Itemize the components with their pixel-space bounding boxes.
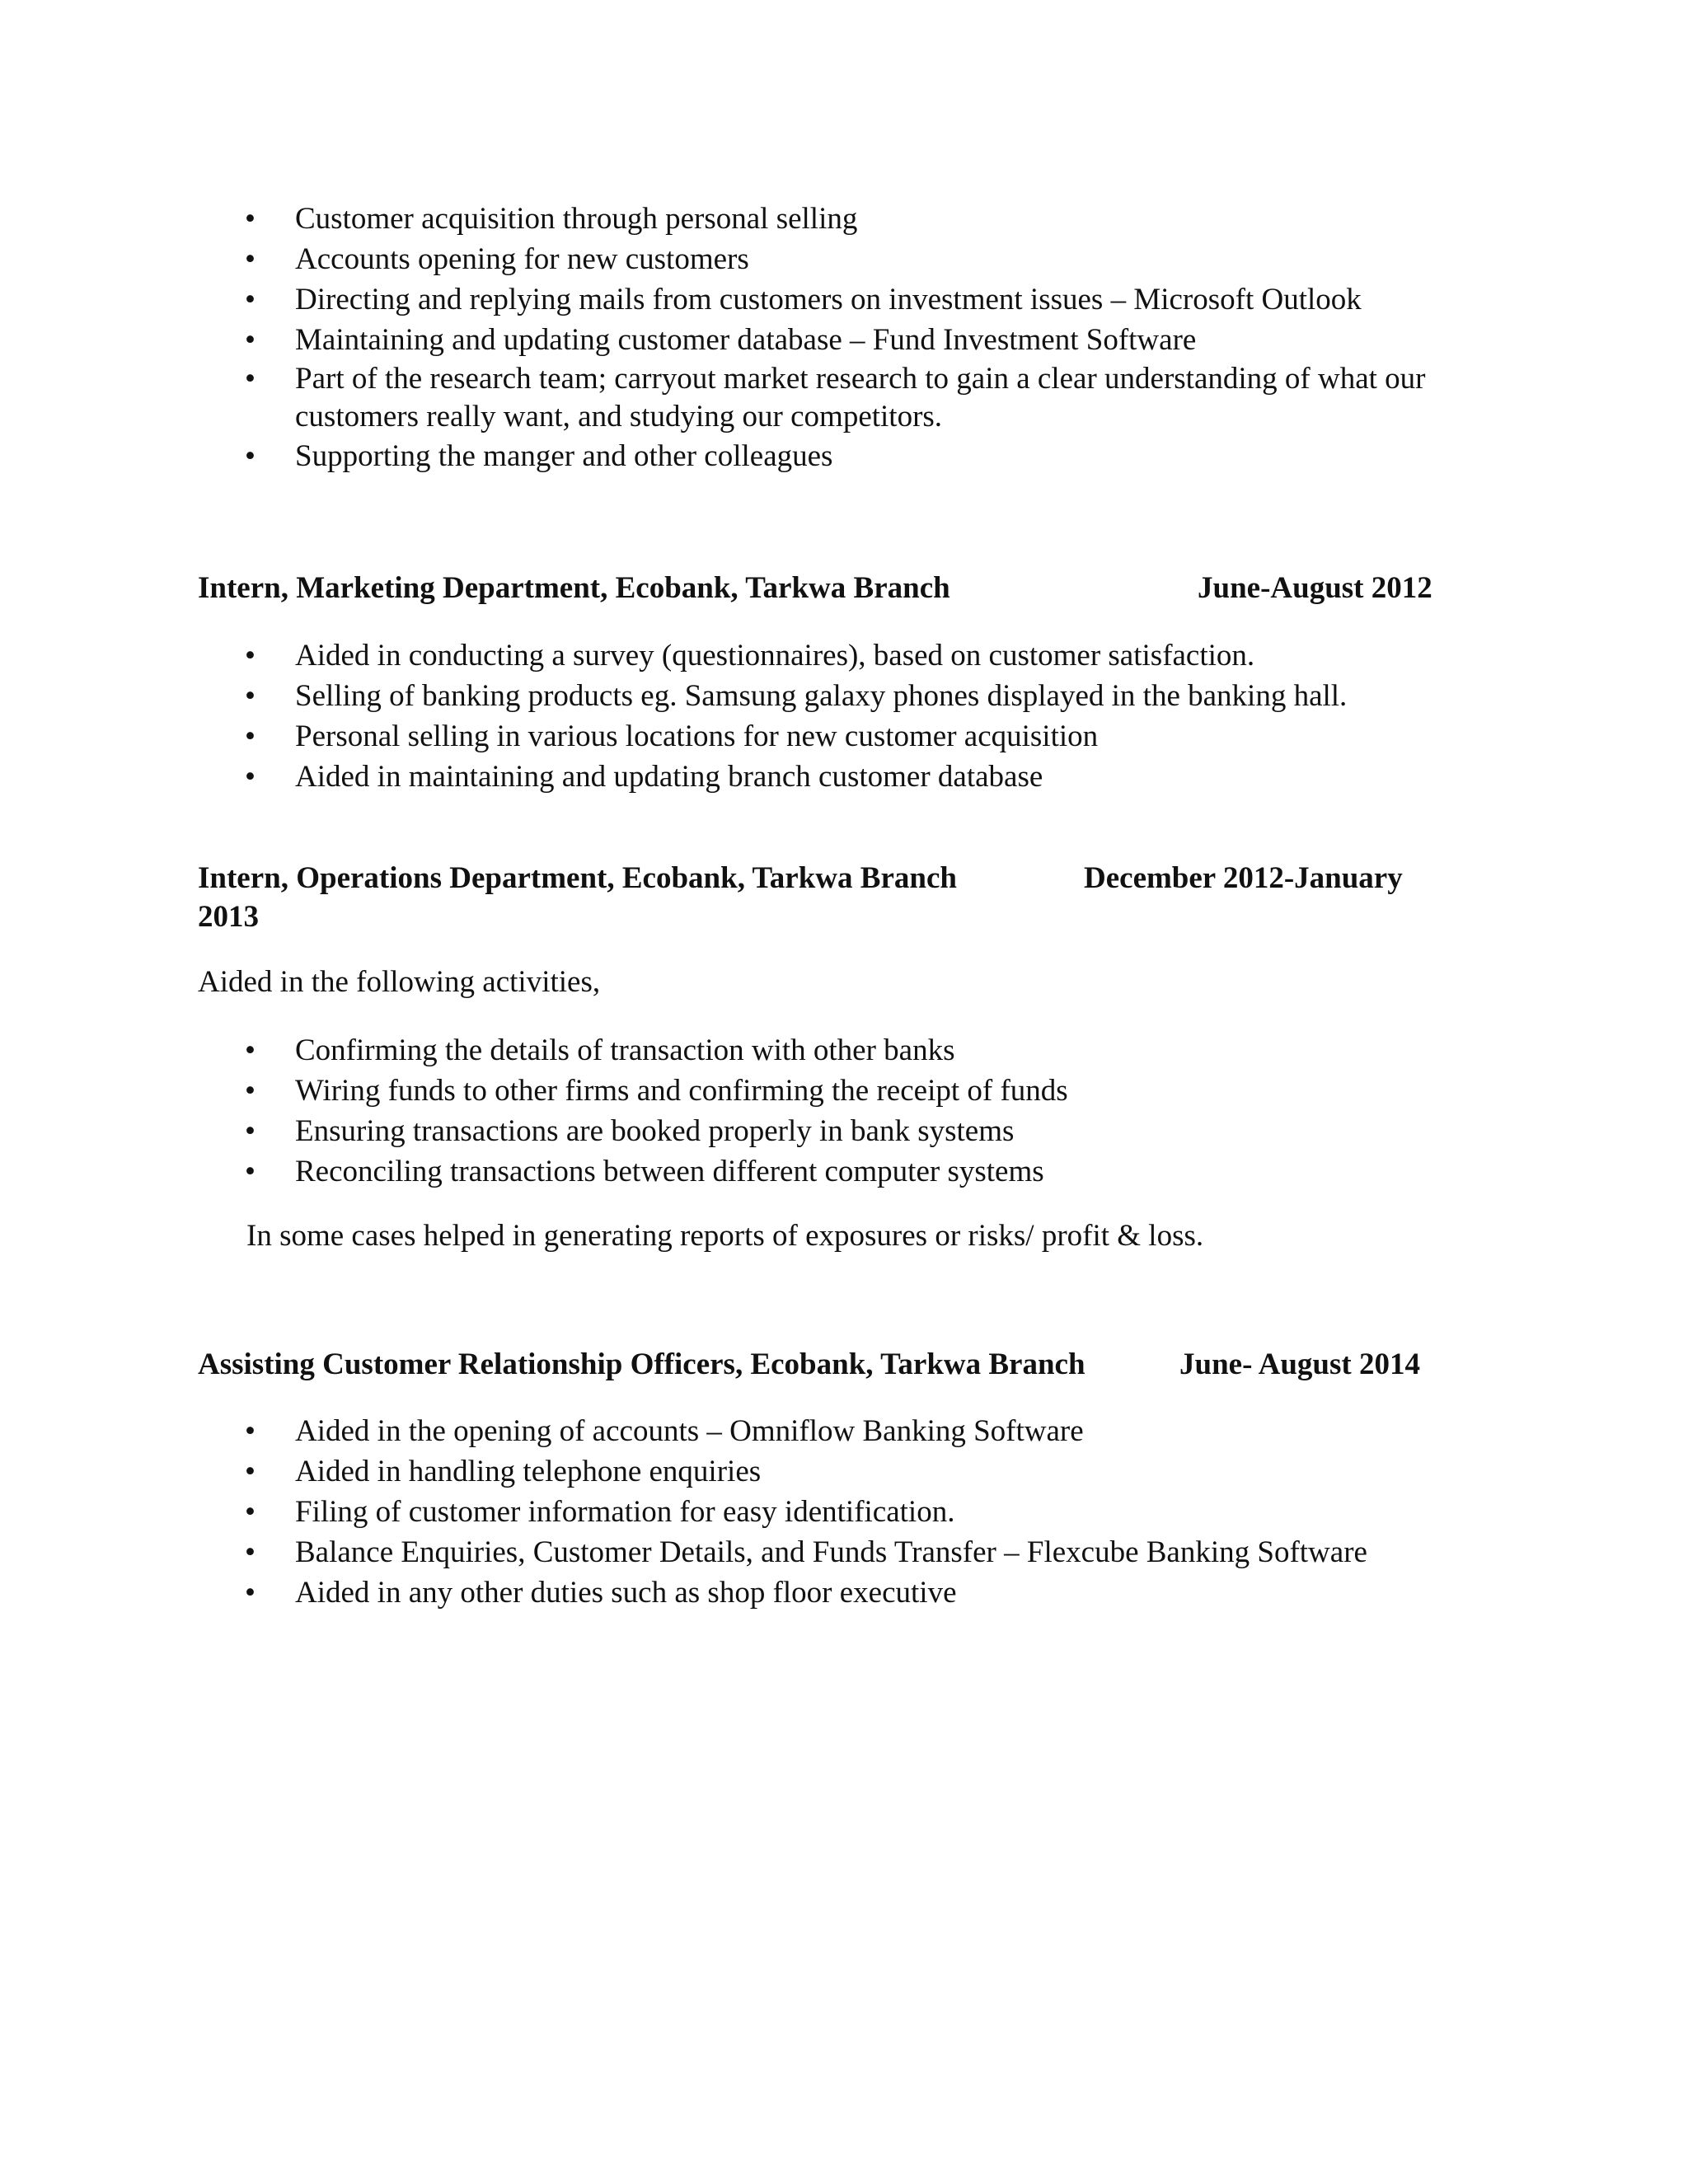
bullet-icon: • — [245, 1155, 256, 1188]
bullet-icon: • — [245, 1074, 256, 1108]
bullet-icon: • — [245, 202, 256, 236]
operations-heading — [198, 859, 1467, 898]
bullet-icon: • — [245, 1114, 256, 1148]
bullet-icon: • — [245, 439, 256, 473]
operations-date-continued: 2013 — [198, 900, 259, 934]
bullet-icon: • — [245, 1414, 256, 1448]
bullet-icon: • — [245, 283, 256, 316]
intro-section — [0, 199, 1688, 476]
list-item: • Customer acquisition through personal selling — [0, 199, 1688, 239]
list-item: • Ensuring transactions are booked properly in bank systems — [0, 1111, 1688, 1151]
list-item: • Aided in maintaining and updating branch customer database — [0, 757, 1688, 797]
list-item: • Accounts opening for new customers — [0, 239, 1688, 279]
bullet-icon: • — [245, 760, 256, 794]
operations-section — [0, 1030, 1688, 1192]
operations-intro: Aided in the following activities, — [198, 965, 601, 999]
operations-title: Intern, Operations Department, Ecobank, Tarkwa Branch — [198, 861, 957, 895]
operations-note: In some cases helped in generating reports of exposures or risks/ profit & loss. — [246, 1219, 1204, 1253]
bullet-icon: • — [245, 1455, 256, 1488]
relationship-date: June- August 2014 — [1179, 1347, 1420, 1381]
relationship-bullet-list — [0, 1411, 1688, 1613]
relationship-title: Assisting Customer Relationship Officers, Ecobank, Tarkwa Branch — [198, 1347, 1085, 1381]
bullet-icon: • — [245, 1535, 256, 1569]
list-item: • Aided in the opening of accounts – Omniflow Banking Software — [0, 1411, 1688, 1451]
list-item: • Reconciling transactions between different computer systems — [0, 1151, 1688, 1192]
marketing-bullet-list — [0, 635, 1688, 797]
list-item: • Personal selling in various locations for new customer acquisition — [0, 716, 1688, 757]
bullet-icon: • — [245, 323, 256, 357]
list-item: • Confirming the details of transaction with other banks — [0, 1030, 1688, 1071]
list-item: • Part of the research team; carryout market research to gain a clear understanding of what our customers really want, and studying our competitors. — [245, 362, 1426, 434]
bullet-icon: • — [245, 719, 256, 753]
list-item: • Aided in conducting a survey (questionnaires), based on customer satisfaction. — [0, 635, 1688, 676]
list-item: • Supporting the manger and other colleagues — [0, 436, 1688, 476]
bullet-icon: • — [245, 679, 256, 713]
marketing-section — [0, 635, 1688, 797]
marketing-date: June-August 2012 — [1198, 571, 1432, 605]
bullet-icon: • — [245, 639, 256, 673]
list-item: • Aided in handling telephone enquiries — [0, 1451, 1688, 1492]
bullet-icon: • — [245, 242, 256, 276]
list-item: • Selling of banking products eg. Samsung galaxy phones displayed in the banking hall. — [0, 676, 1688, 716]
bullet-icon: • — [245, 362, 256, 396]
list-item: • Balance Enquiries, Customer Details, and Funds Transfer – Flexcube Banking Software — [0, 1532, 1688, 1572]
bullet-icon: • — [245, 1576, 256, 1610]
bullet-icon: • — [245, 1033, 256, 1067]
list-item: • Filing of customer information for easy identification. — [0, 1492, 1688, 1532]
list-item: • Aided in any other duties such as shop floor executive — [0, 1572, 1688, 1613]
operations-date: December 2012-January — [1084, 861, 1403, 895]
list-item: • Directing and replying mails from customers on investment issues – Microsoft Outlook — [0, 279, 1688, 320]
list-item: • Maintaining and updating customer database – Fund Investment Software — [0, 320, 1688, 360]
operations-bullet-list — [0, 1030, 1688, 1192]
marketing-heading — [198, 569, 1467, 607]
intro-bullet-list — [0, 199, 1688, 476]
relationship-section — [0, 1411, 1688, 1613]
marketing-title: Intern, Marketing Department, Ecobank, Tarkwa Branch — [198, 571, 950, 605]
list-item: • Wiring funds to other firms and confirming the receipt of funds — [0, 1071, 1688, 1111]
relationship-heading — [198, 1345, 1467, 1384]
bullet-icon: • — [245, 1495, 256, 1529]
